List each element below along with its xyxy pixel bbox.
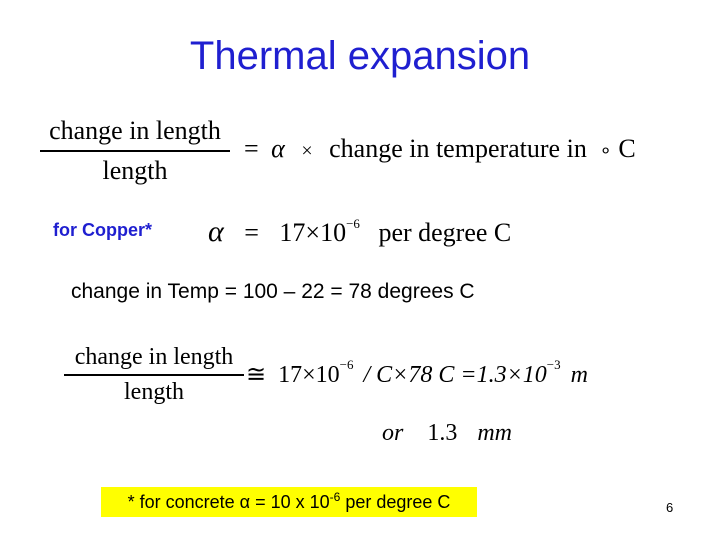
copper-equals: =	[244, 218, 259, 247]
or-line	[382, 420, 512, 447]
eq2-approx: ≅	[246, 362, 267, 388]
eq2-coef: 17×10	[278, 362, 340, 388]
page-number: 6	[666, 500, 674, 515]
eq2-result-exp: −3	[546, 357, 561, 372]
eq1-alpha: α	[271, 134, 285, 163]
eq1-degree: ∘	[599, 140, 612, 162]
eq1-equals: =	[244, 134, 259, 163]
eq2-rhs	[246, 357, 588, 389]
footnote-exp: -6	[329, 490, 341, 504]
eq1-denominator: length	[102, 156, 168, 185]
eq1-fraction-bar	[40, 150, 230, 152]
or-unit: mm	[477, 420, 513, 446]
eq1-numerator: change in length	[49, 116, 221, 145]
eq1-rhs	[244, 134, 636, 164]
eq2-unit-m: m	[570, 362, 588, 388]
or-value: 1.3	[427, 420, 458, 446]
copper-label: for Copper*	[53, 220, 152, 240]
copper-equation	[208, 215, 511, 249]
copper-unit: per degree C	[378, 218, 512, 247]
slide-title: Thermal expansion	[189, 34, 531, 78]
footnote-pre: * for concrete α = 10 x 10	[127, 492, 330, 512]
eq1-times: ×	[301, 140, 313, 162]
or-word: or	[382, 420, 404, 446]
eq1-rhs-text: change in temperature in	[329, 134, 587, 163]
copper-exp: −6	[346, 216, 360, 231]
temp-change-line: change in Temp = 100 – 22 = 78 degrees C	[71, 280, 475, 303]
eq1-fraction	[40, 116, 230, 186]
eq1-unit: C	[618, 134, 636, 163]
eq2-coef-exp: −6	[339, 357, 354, 372]
eq2-fraction-bar	[64, 374, 244, 376]
copper-alpha: α	[208, 215, 224, 248]
copper-value: 17×10	[279, 218, 347, 247]
eq2-denominator: length	[124, 379, 184, 405]
eq2-fraction	[64, 344, 244, 406]
concrete-footnote	[101, 487, 477, 517]
eq2-per-c: / C×78 C =1.3×10	[363, 362, 547, 388]
footnote-post: per degree C	[340, 492, 451, 512]
eq2-numerator: change in length	[74, 344, 234, 370]
